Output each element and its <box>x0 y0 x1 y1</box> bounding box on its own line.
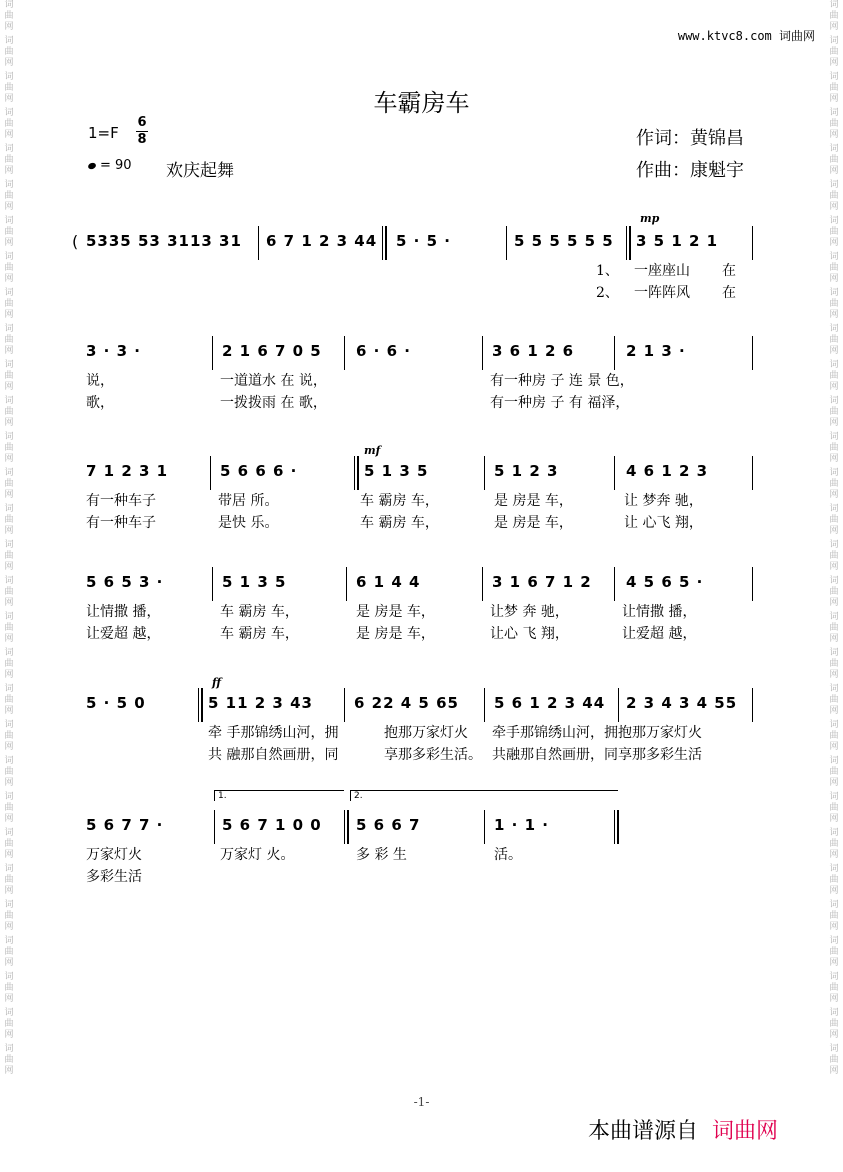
score-system-5 <box>74 676 764 766</box>
measure: 6 7 1 2 3 44 <box>266 232 378 250</box>
measure: 5 6 6 7 <box>356 816 421 834</box>
page-number: -1- <box>413 1095 430 1109</box>
lyrics-verse-1: 1、 一座座山 在 <box>596 263 736 279</box>
lyrics-verse-2: 让爱超 越， 车 霸房 车， 是 房是 车， 让心 飞 翔， 让爱超 越， <box>86 626 697 642</box>
lyrics-verse-2: 有一种车子 是快 乐。 车 霸房 车， 是 房是 车， 让 心飞 翔， <box>86 515 703 531</box>
score-system-3 <box>74 444 764 534</box>
measure: 5 6 7 1 0 0 <box>222 816 322 834</box>
side-watermark-right: 词曲网 词曲网 词曲网 词曲网 词曲网 词曲网 词曲网 词曲网 词曲网 词曲网 词曲网 词曲网 词曲网 词曲网 词曲网 词曲网 词曲网 词曲网 词曲网 词曲网 词曲网 词曲网 词曲网 词曲网 词曲网 词曲网 词曲网 词曲网 词曲网 词曲网 <box>829 0 839 1076</box>
measure: 5 1 3 5 <box>222 573 287 591</box>
measure: 2 1 6 7 0 5 <box>222 342 322 360</box>
notation-line <box>74 694 764 722</box>
measure: 5 1 3 5 <box>364 462 429 480</box>
dynamic-ff: ff <box>212 676 222 689</box>
source-text: 本曲谱源自 <box>588 1119 699 1144</box>
volta-1: 1. <box>214 790 344 801</box>
measure: 6 · 6 · <box>356 342 411 360</box>
measure: 3 6 1 2 6 <box>492 342 575 360</box>
notation-line <box>74 232 764 260</box>
measure: 1 · 1 · <box>494 816 549 834</box>
dynamic-mf: mf <box>364 444 381 457</box>
lyrics-verse-2: 共 融那自然画册，同 享那多彩生活。 共融那自然画册，同享那多彩生活 <box>208 747 702 763</box>
score-system-1 <box>72 212 764 304</box>
measure: 5 · 5 0 <box>86 694 146 712</box>
dynamic-mp: mp <box>640 212 660 225</box>
intro-paren-icon: ( <box>72 232 79 251</box>
source-brand[interactable]: 词曲网 <box>712 1119 779 1144</box>
score-system-2 <box>74 342 764 414</box>
time-top: 6 <box>137 115 147 130</box>
notation-line <box>74 342 764 370</box>
measure: 5 6 5 3 · <box>86 573 164 591</box>
lyrics-verse-2: 多彩生活 <box>86 869 142 885</box>
site-url: www.ktvc8.com 词曲网 <box>677 29 815 43</box>
measure: 7 1 2 3 1 <box>86 462 169 480</box>
measure: 5 6 6 6 · <box>220 462 298 480</box>
measure: 5 · 5 · <box>396 232 451 250</box>
measure: 4 5 6 5 · <box>626 573 704 591</box>
time-signature <box>136 116 148 147</box>
lyrics-verse-1: 让情撒 播， 车 霸房 车， 是 房是 车， 让梦 奔 驰， 让情撒 播， <box>86 604 697 620</box>
measure: 4 6 1 2 3 <box>626 462 709 480</box>
measure: 6 1 4 4 <box>356 573 421 591</box>
score-system-6 <box>74 791 764 888</box>
lyrics-verse-1: 万家灯火 万家灯 火。 多 彩 生 活。 <box>86 847 522 863</box>
notation-line <box>74 573 764 601</box>
key-signature: 1=F <box>88 124 119 142</box>
side-watermark-left: 词曲网 词曲网 词曲网 词曲网 词曲网 词曲网 词曲网 词曲网 词曲网 词曲网 词曲网 词曲网 词曲网 词曲网 词曲网 词曲网 词曲网 词曲网 词曲网 词曲网 词曲网 词曲网 词曲网 词曲网 词曲网 词曲网 词曲网 词曲网 词曲网 词曲网 <box>4 0 14 1076</box>
measure: 2 3 4 3 4 55 <box>626 694 738 712</box>
lyrics-verse-2: 2、 一阵阵风 在 <box>596 285 736 301</box>
measure: 2 1 3 · <box>626 342 686 360</box>
style-mark: 欢庆起舞 <box>166 161 234 181</box>
source-credit <box>588 1114 778 1145</box>
measure: 5 1 2 3 <box>494 462 559 480</box>
measure: 5 6 7 7 · <box>86 816 164 834</box>
measure: 5 5 5 5 5 5 <box>514 232 614 250</box>
tempo-mark: = 90 <box>88 158 132 173</box>
measure: 3 1 6 7 1 2 <box>492 573 592 591</box>
lyrics-verse-1: 有一种车子 带居 所。 车 霸房 车， 是 房是 车， 让 梦奔 驰， <box>86 493 703 509</box>
measure: 6 22 4 5 65 <box>354 694 459 712</box>
score-system-4 <box>74 573 764 645</box>
measure: 3 · 3 · <box>86 342 141 360</box>
time-bottom: 8 <box>137 132 147 147</box>
quarter-note-icon <box>87 162 97 170</box>
measure: 5 6 1 2 3 44 <box>494 694 606 712</box>
measure: 5335 53 3113 31 <box>86 232 242 250</box>
lyricist: 作词：黄锦昌 <box>636 128 744 149</box>
measure: 5 11 2 3 43 <box>208 694 313 712</box>
notation-line <box>74 462 764 490</box>
page-title: 车霸房车 <box>373 89 470 117</box>
lyrics-verse-2: 歌， 一拨拨雨 在 歌， 有一种房 子 有 福泽， <box>86 395 630 411</box>
measure: 3 5 1 2 1 <box>636 232 719 250</box>
volta-2: 2. <box>350 790 618 801</box>
lyrics-verse-1: 牵 手那锦绣山河，拥 抱那万家灯火 牵手那锦绣山河，拥抱那万家灯火 <box>208 725 702 741</box>
notation-line <box>74 816 764 844</box>
lyrics-verse-1: 说， 一道道水 在 说， 有一种房 子 连 景 色， <box>86 373 634 389</box>
composer: 作曲：康魁宇 <box>636 160 744 181</box>
